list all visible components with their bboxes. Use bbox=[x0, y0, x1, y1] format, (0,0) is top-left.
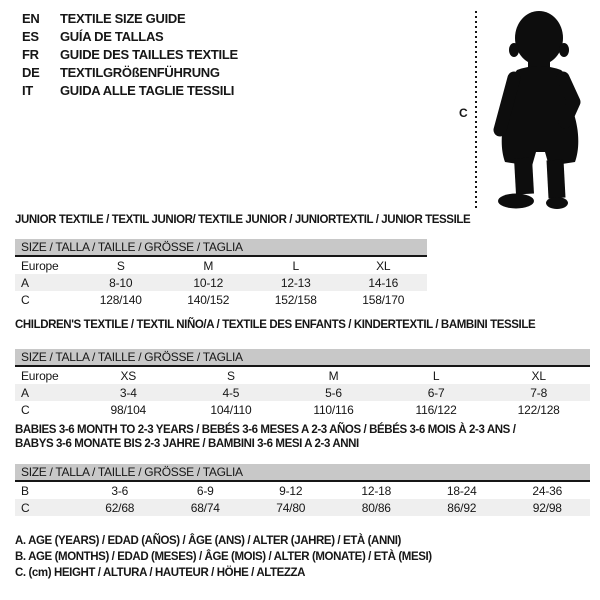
section-title: CHILDREN'S TEXTILE / TEXTIL NIÑO/A / TEXTILE DES ENFANTS / KINDERTEXTIL / BAMBINI TESSILE bbox=[15, 319, 536, 331]
size-cell: L bbox=[432, 368, 440, 383]
height-cell: 152/158 bbox=[274, 292, 317, 307]
height-cell: 116/122 bbox=[415, 402, 457, 417]
age-cell: 7-8 bbox=[530, 385, 548, 400]
row-label: A bbox=[21, 385, 29, 400]
footnote-height: C. (cm) HEIGHT / ALTURA / HAUTEUR / HÖHE / ALTEZZA bbox=[15, 567, 306, 579]
size-header-bar: SIZE / TALLA / TAILLE / GRÖSSE / TAGLIA bbox=[15, 464, 590, 482]
height-cell: 86/92 bbox=[447, 500, 477, 515]
row-label: C bbox=[21, 402, 30, 417]
age-cell: 5-6 bbox=[325, 385, 342, 400]
size-cell: M bbox=[203, 258, 214, 273]
height-cell: 92/98 bbox=[532, 500, 562, 515]
language-row-it bbox=[22, 81, 238, 99]
size-cell: XS bbox=[120, 368, 137, 383]
legend-footnotes bbox=[15, 533, 432, 581]
height-cell: 158/170 bbox=[362, 292, 405, 307]
row-label: A bbox=[21, 275, 29, 290]
age-cell: 6-7 bbox=[427, 385, 445, 400]
language-code: IT bbox=[22, 82, 33, 98]
size-cell: XL bbox=[531, 368, 546, 383]
height-cell: 98/104 bbox=[110, 402, 147, 417]
height-cell: 140/152 bbox=[187, 292, 230, 307]
row-label: Europe bbox=[21, 368, 59, 383]
table-row-age bbox=[15, 384, 590, 401]
height-cell: 68/74 bbox=[190, 500, 220, 515]
table-row-age bbox=[15, 274, 427, 291]
section-title: JUNIOR TEXTILE / TEXTIL JUNIOR/ TEXTILE JUNIOR / JUNIORTEXTIL / JUNIOR TESSILE bbox=[15, 214, 471, 226]
age-cell: 9-12 bbox=[279, 483, 303, 498]
height-cell: 62/68 bbox=[105, 500, 135, 515]
language-code: DE bbox=[22, 64, 40, 80]
section-title-line1: BABIES 3-6 MONTH TO 2-3 YEARS / BEBÉS 3-6 MESES A 2-3 AÑOS / BÉBÉS 3-6 MOIS À 2-3 ANS / bbox=[15, 424, 516, 436]
age-cell: 3-6 bbox=[111, 483, 129, 498]
row-label: C bbox=[21, 292, 30, 307]
baby-silhouette-icon bbox=[483, 8, 595, 210]
height-measure-line bbox=[475, 11, 477, 208]
age-cell: 18-24 bbox=[446, 483, 477, 498]
footnote-age-months: B. AGE (MONTHS) / EDAD (MESES) / ÂGE (MOIS) / ALTER (MONATE) / ETÀ (MESI) bbox=[15, 551, 432, 563]
age-cell: 3-4 bbox=[119, 385, 137, 400]
language-row-fr bbox=[22, 45, 238, 63]
age-cell: 10-12 bbox=[193, 275, 224, 290]
height-marker-label: C bbox=[459, 106, 468, 120]
table-row-europe bbox=[15, 367, 590, 384]
row-label: Europe bbox=[21, 258, 59, 273]
table-row-age-months bbox=[15, 482, 590, 499]
height-cell: 128/140 bbox=[99, 292, 142, 307]
age-cell: 14-16 bbox=[368, 275, 399, 290]
footnote-age-years: A. AGE (YEARS) / EDAD (AÑOS) / ÂGE (ANS) / ALTER (JAHRE) / ETÀ (ANNI) bbox=[15, 535, 401, 547]
age-cell: 12-18 bbox=[361, 483, 392, 498]
height-cell: 74/80 bbox=[276, 500, 306, 515]
language-header bbox=[22, 9, 238, 99]
language-title: GUÍA DE TALLAS bbox=[60, 28, 164, 44]
height-cell: 104/110 bbox=[210, 402, 252, 417]
size-header-bar: SIZE / TALLA / TAILLE / GRÖSSE / TAGLIA bbox=[15, 349, 590, 367]
language-code: FR bbox=[22, 46, 39, 62]
size-cell: M bbox=[328, 368, 339, 383]
size-cell: S bbox=[226, 368, 235, 383]
table-row-height bbox=[15, 499, 590, 516]
section-babies-textile bbox=[15, 423, 590, 516]
age-cell: 4-5 bbox=[222, 385, 240, 400]
language-row-en bbox=[22, 9, 238, 27]
baby-figure bbox=[452, 8, 598, 210]
height-cell: 122/128 bbox=[517, 402, 560, 417]
section-junior-textile bbox=[15, 213, 471, 308]
language-title: TEXTILGRÖßENFÜHRUNG bbox=[60, 64, 220, 80]
size-header-bar: SIZE / TALLA / TAILLE / GRÖSSE / TAGLIA bbox=[15, 239, 427, 257]
row-label: C bbox=[21, 500, 30, 515]
section-title-line2: BABYS 3-6 MONATE BIS 2-3 JAHRE / BAMBINI 3-6 MESI A 2-3 ANNI bbox=[15, 438, 359, 450]
table-row-height bbox=[15, 291, 427, 308]
table-row-europe bbox=[15, 257, 427, 274]
table-row-height bbox=[15, 401, 590, 418]
language-code: EN bbox=[22, 10, 40, 26]
age-cell: 8-10 bbox=[109, 275, 133, 290]
age-cell: 24-36 bbox=[532, 483, 563, 498]
language-row-es bbox=[22, 27, 238, 45]
row-label: B bbox=[21, 483, 29, 498]
language-title: GUIDA ALLE TAGLIE TESSILI bbox=[60, 82, 235, 98]
age-cell: 12-13 bbox=[280, 275, 311, 290]
language-row-de bbox=[22, 63, 238, 81]
language-title: TEXTILE SIZE GUIDE bbox=[60, 10, 186, 26]
size-cell: S bbox=[116, 258, 125, 273]
language-code: ES bbox=[22, 28, 39, 44]
size-cell: L bbox=[292, 258, 299, 273]
height-cell: 80/86 bbox=[361, 500, 391, 515]
size-cell: XL bbox=[376, 258, 391, 273]
age-cell: 6-9 bbox=[196, 483, 214, 498]
language-title: GUIDE DES TAILLES TEXTILE bbox=[60, 46, 238, 62]
section-childrens-textile bbox=[15, 318, 590, 418]
height-cell: 110/116 bbox=[313, 402, 354, 417]
